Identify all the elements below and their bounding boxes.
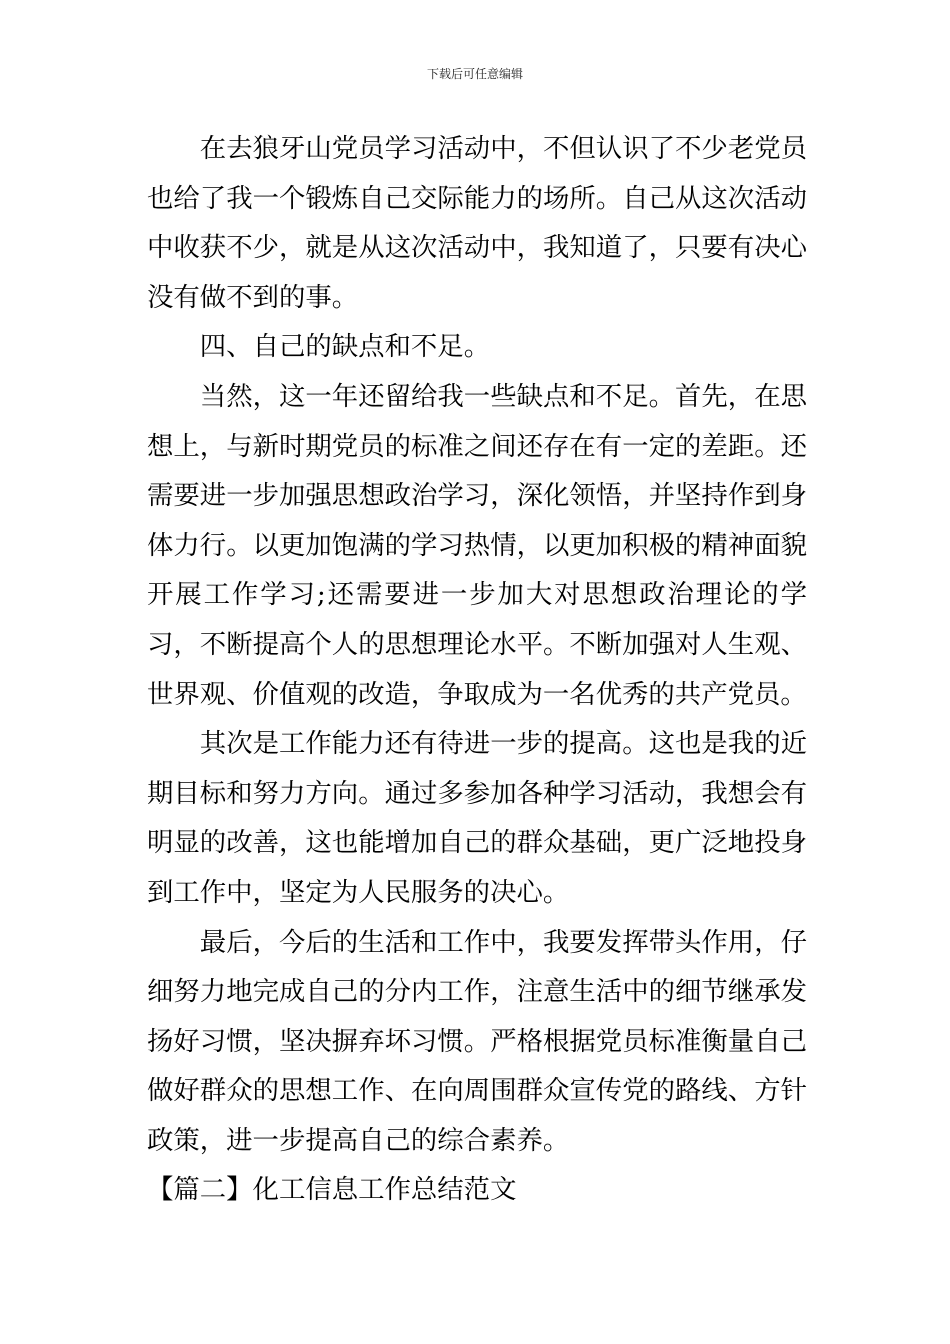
- page-header: 下载后可任意编辑: [426, 67, 523, 81]
- paragraph-shortcomings: 当然，这一年还留给我一些缺点和不足。首先，在思想上，与新时期党员的标准之间还存在有一定的差距。还需要进一步加强思想政治学习，深化领悟，并坚持作到身体力行。以更加饱满的学习热情，以更加积极的精神面貌开展工作学习;还需要进一步加大对思想政治理论的学习，不断提高个人的思想理论水平。不断加强对人生观、世界观、价值观的改造，争取成为一名优秀的共产党员。: [147, 380, 807, 710]
- paragraph-finally: 最后，今后的生活和工作中，我要发挥带头作用，仔细努力地完成自己的分内工作，注意生活中的细节继承发扬好习惯，坚决摒弃坏习惯。严格根据党员标准衡量自己做好群众的思想工作、在向周围群众宣传党的路线、方针政策，进一步提高自己的综合素养。: [147, 926, 807, 1156]
- paragraph-activity: 在去狼牙山党员学习活动中，不但认识了不少老党员也给了我一个锻炼自己交际能力的场所。自己从这次活动中收获不少，就是从这次活动中，我知道了，只要有决心没有做不到的事。: [147, 133, 807, 313]
- section-heading-shortcomings: 四、自己的缺点和不足。: [199, 331, 491, 363]
- paragraph-work-ability: 其次是工作能力还有待进一步的提高。这也是我的近期目标和努力方向。通过多参加各种学习活动，我想会有明显的改善，这也能增加自己的群众基础，更广泛地投身到工作中，坚定为人民服务的决心。: [147, 728, 807, 908]
- document-body: [147, 124, 807, 1215]
- article-title: 【篇二】化工信息工作总结范文: [147, 1174, 517, 1206]
